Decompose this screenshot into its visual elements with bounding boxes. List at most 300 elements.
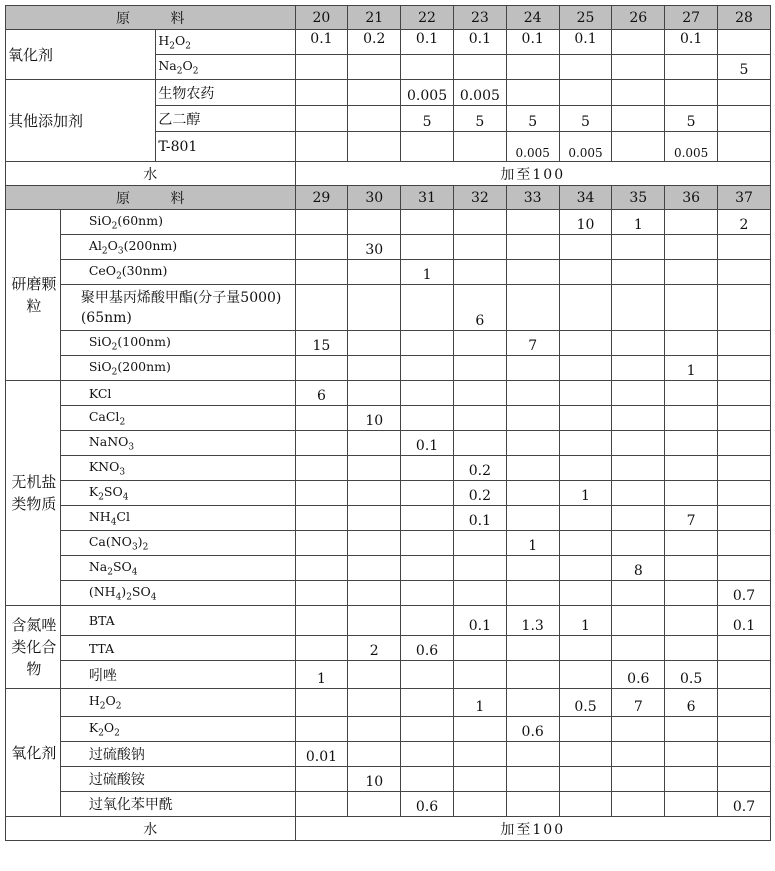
formula-subscript: 2 (169, 41, 175, 52)
value-cell (718, 106, 771, 132)
formula-part: ) (137, 533, 143, 549)
value-cell (348, 381, 401, 406)
value-cell (295, 481, 348, 506)
value-cell: 1 (559, 481, 612, 506)
value-cell: 10 (348, 767, 401, 792)
value-cell: 2 (348, 636, 401, 661)
value-cell (665, 331, 718, 356)
value-cell: 2 (718, 210, 771, 235)
formula-part: ) (121, 583, 127, 599)
value-cell: 0.1 (718, 606, 771, 636)
value-cell (348, 481, 401, 506)
value-cell: 0.6 (506, 717, 559, 742)
formula-part: O (103, 719, 115, 735)
value-cell: 6 (665, 689, 718, 717)
value-cell (348, 55, 401, 80)
table-row (6, 381, 771, 406)
formula-part: K (88, 719, 99, 735)
value-cell (559, 531, 612, 556)
formula-part: H (158, 32, 170, 48)
formula-subscript: 3 (128, 442, 135, 453)
header-label: 原 料 (6, 186, 296, 210)
table-row (6, 506, 771, 531)
value-cell: 1 (506, 531, 559, 556)
formula-subscript: 2 (114, 728, 120, 739)
value-cell (295, 210, 348, 235)
value-cell (348, 285, 401, 331)
value-cell (612, 456, 665, 481)
value-cell (665, 80, 718, 106)
value-cell (718, 661, 771, 689)
value-cell (295, 55, 348, 80)
value-cell (295, 767, 348, 792)
fill-label: 加至100 (295, 162, 770, 186)
formula-part: O (174, 32, 186, 48)
example-number: 37 (718, 186, 771, 210)
water-row (6, 817, 771, 841)
example-number: 36 (665, 186, 718, 210)
value-cell (348, 106, 401, 132)
value-cell (295, 260, 348, 285)
value-cell (453, 210, 506, 235)
value-cell: 0.1 (453, 606, 506, 636)
value-cell (348, 210, 401, 235)
material-text: 生物农药 (158, 85, 215, 102)
value-cell (453, 792, 506, 817)
value-cell: 1 (453, 689, 506, 717)
table-row (6, 456, 771, 481)
example-number: 20 (295, 6, 348, 30)
formula-subscript: 2 (126, 592, 132, 603)
value-cell: 15 (295, 331, 348, 356)
value-cell (612, 531, 665, 556)
value-cell (665, 606, 718, 636)
value-cell: 1 (295, 661, 348, 689)
value-cell (559, 285, 612, 331)
value-cell (295, 717, 348, 742)
table-row (6, 331, 771, 356)
table-row (6, 30, 771, 55)
value-cell (295, 506, 348, 531)
value-cell: 0.005 (401, 80, 454, 106)
value-cell (612, 260, 665, 285)
formula-subscript: 2 (192, 66, 199, 77)
value-cell (665, 260, 718, 285)
value-cell (612, 742, 665, 767)
value-cell (612, 767, 665, 792)
formula-part: SiO (88, 333, 112, 349)
value-cell (453, 531, 506, 556)
value-cell: 0.1 (401, 431, 454, 456)
formula-part: K (88, 483, 99, 499)
example-number: 21 (348, 6, 401, 30)
material-text: 吲唑 (88, 667, 117, 684)
value-cell (348, 689, 401, 717)
value-cell (612, 80, 665, 106)
value-cell (453, 235, 506, 260)
value-cell: 7 (506, 331, 559, 356)
material-name (60, 456, 295, 481)
value-cell: 5 (665, 106, 718, 132)
material-name (60, 689, 295, 717)
value-cell: 6 (453, 285, 506, 331)
value-cell: 7 (612, 689, 665, 717)
formula-part: Na (158, 57, 177, 73)
value-cell: 8 (612, 556, 665, 581)
value-cell: 1 (665, 356, 718, 381)
value-cell (453, 636, 506, 661)
value-cell (348, 331, 401, 356)
table-row (6, 689, 771, 717)
water-label: 水 (6, 162, 296, 186)
example-number: 33 (506, 186, 559, 210)
value-cell: 1 (401, 260, 454, 285)
value-cell (612, 636, 665, 661)
value-cell (401, 132, 454, 162)
value-cell (612, 506, 665, 531)
formula-subscript: 2 (107, 567, 113, 578)
value-cell (295, 235, 348, 260)
example-number: 29 (295, 186, 348, 210)
value-cell: 0.6 (401, 792, 454, 817)
value-cell (453, 381, 506, 406)
formula-subscript: 2 (115, 701, 122, 712)
value-cell (718, 767, 771, 792)
value-cell: 30 (348, 235, 401, 260)
value-cell (718, 431, 771, 456)
value-cell (295, 356, 348, 381)
value-cell: 0.2 (348, 30, 401, 55)
value-cell (401, 689, 454, 717)
formula-part: Al (88, 237, 102, 253)
formula-part: (100nm) (117, 333, 171, 349)
value-cell (506, 210, 559, 235)
value-cell (665, 742, 718, 767)
value-cell (401, 767, 454, 792)
value-cell (348, 742, 401, 767)
value-cell (559, 636, 612, 661)
value-cell (506, 792, 559, 817)
value-cell (453, 331, 506, 356)
formula-subscript: 4 (115, 592, 122, 603)
example-number: 22 (401, 6, 454, 30)
table-row (6, 767, 771, 792)
value-cell (506, 235, 559, 260)
value-cell: 7 (665, 506, 718, 531)
value-cell (348, 531, 401, 556)
formula-part: SiO (88, 358, 112, 374)
value-cell (348, 506, 401, 531)
value-cell: 1 (559, 606, 612, 636)
value-cell (612, 717, 665, 742)
table-row (6, 481, 771, 506)
value-cell (295, 285, 348, 331)
formula-part: KNO (88, 458, 120, 474)
value-cell (559, 260, 612, 285)
value-cell (612, 406, 665, 431)
table-row (6, 606, 771, 636)
value-cell (612, 132, 665, 162)
table-row (6, 356, 771, 381)
value-cell (559, 406, 612, 431)
value-cell: 5 (401, 106, 454, 132)
formula-part: SO (112, 558, 132, 574)
value-cell (612, 381, 665, 406)
material-text: BTA (88, 613, 115, 628)
value-cell (665, 556, 718, 581)
material-name (156, 106, 295, 132)
material-name (60, 531, 295, 556)
value-cell (453, 581, 506, 606)
example-number: 30 (348, 186, 401, 210)
table-row (6, 717, 771, 742)
value-cell (401, 381, 454, 406)
value-cell (348, 661, 401, 689)
material-name (156, 132, 295, 162)
value-cell (295, 80, 348, 106)
value-cell (506, 581, 559, 606)
value-cell (506, 661, 559, 689)
material-name (60, 431, 295, 456)
example-number: 28 (718, 6, 771, 30)
example-number: 32 (453, 186, 506, 210)
value-cell (718, 132, 771, 162)
value-cell (718, 531, 771, 556)
value-cell: 10 (348, 406, 401, 431)
value-cell (559, 356, 612, 381)
value-cell (453, 742, 506, 767)
value-cell (665, 581, 718, 606)
formula-subscript: 2 (119, 417, 126, 428)
value-cell (401, 481, 454, 506)
value-cell: 0.2 (453, 456, 506, 481)
value-cell (453, 717, 506, 742)
table-row (6, 636, 771, 661)
value-cell (559, 742, 612, 767)
value-cell (401, 556, 454, 581)
value-cell: 5 (718, 55, 771, 80)
value-cell (348, 717, 401, 742)
table-row (6, 285, 771, 331)
material-text: 乙二醇 (158, 111, 201, 128)
value-cell: 0.2 (453, 481, 506, 506)
value-cell (559, 80, 612, 106)
value-cell: 0.5 (665, 661, 718, 689)
value-cell (718, 742, 771, 767)
material-name (60, 356, 295, 381)
material-text: 过氧化苯甲酰 (88, 797, 173, 813)
value-cell (506, 431, 559, 456)
value-cell (295, 431, 348, 456)
formula-part: Cl (116, 508, 130, 524)
value-cell (559, 767, 612, 792)
value-cell (401, 661, 454, 689)
value-cell (718, 717, 771, 742)
formula-part: NH (88, 508, 111, 524)
value-cell (718, 235, 771, 260)
example-number: 34 (559, 186, 612, 210)
value-cell (612, 431, 665, 456)
formula-subscript: 2 (142, 542, 149, 553)
value-cell (295, 556, 348, 581)
value-cell (506, 356, 559, 381)
formula-part: O (107, 237, 118, 253)
value-cell: 0.005 (453, 80, 506, 106)
value-cell: 5 (559, 106, 612, 132)
value-cell (665, 406, 718, 431)
value-cell (612, 285, 665, 331)
formula-part: (NH (88, 583, 116, 599)
value-cell: 0.6 (401, 636, 454, 661)
header-label: 原 料 (6, 6, 296, 30)
formula-subscript: 2 (116, 271, 122, 282)
value-cell (295, 106, 348, 132)
material-name (60, 331, 295, 356)
material-name (60, 556, 295, 581)
value-cell (665, 285, 718, 331)
example-number: 31 (401, 186, 454, 210)
formula-subscript: 2 (111, 221, 118, 232)
example-number: 35 (612, 186, 665, 210)
material-name (60, 210, 295, 235)
formula-subscript: 3 (119, 467, 126, 478)
value-cell (506, 406, 559, 431)
value-cell (559, 235, 612, 260)
value-cell (295, 581, 348, 606)
material-name (60, 636, 295, 661)
formula-subscript: 4 (122, 492, 129, 503)
value-cell (295, 531, 348, 556)
value-cell (295, 792, 348, 817)
value-cell (453, 431, 506, 456)
value-cell (401, 581, 454, 606)
value-cell (453, 132, 506, 162)
value-cell: 10 (559, 210, 612, 235)
table-row (6, 210, 771, 235)
formula-subscript: 4 (110, 517, 117, 528)
material-name (60, 581, 295, 606)
value-cell: 0.1 (665, 30, 718, 55)
value-cell (348, 606, 401, 636)
value-cell (401, 506, 454, 531)
table-row (6, 431, 771, 456)
value-cell: 0.005 (559, 132, 612, 162)
material-name (60, 767, 295, 792)
example-number: 26 (612, 6, 665, 30)
value-cell (559, 661, 612, 689)
formula-part: O (182, 57, 193, 73)
formula-subscript: 2 (185, 41, 191, 52)
value-cell (665, 767, 718, 792)
value-cell: 0.1 (559, 30, 612, 55)
header-row (6, 186, 771, 210)
material-text: 过硫酸铵 (88, 772, 145, 788)
value-cell (718, 689, 771, 717)
value-cell (401, 210, 454, 235)
value-cell (453, 406, 506, 431)
formula-subscript: 2 (111, 367, 118, 378)
value-cell (401, 235, 454, 260)
value-cell (506, 456, 559, 481)
value-cell (506, 260, 559, 285)
category-inorganic: 无机盐类物质 (6, 381, 61, 606)
formula-subscript: 2 (99, 701, 106, 712)
fill-label: 加至100 (295, 817, 770, 841)
value-cell (718, 30, 771, 55)
value-cell: 0.5 (559, 689, 612, 717)
value-cell (718, 381, 771, 406)
value-cell (506, 55, 559, 80)
value-cell (348, 556, 401, 581)
value-cell (295, 689, 348, 717)
value-cell (718, 356, 771, 381)
material-text: TTA (88, 640, 115, 656)
value-cell (506, 556, 559, 581)
material-name (60, 792, 295, 817)
material-text: 聚甲基丙烯酸甲酯(分子量5000)(65nm) (80, 289, 282, 326)
material-name (60, 381, 295, 406)
category-additives: 其他添加剂 (6, 80, 156, 162)
value-cell (401, 456, 454, 481)
value-cell (506, 381, 559, 406)
value-cell (348, 456, 401, 481)
formula-part: NaNO (88, 433, 129, 449)
material-name (156, 80, 295, 106)
value-cell (559, 556, 612, 581)
material-name (60, 742, 295, 767)
table-row (6, 80, 771, 106)
water-label: 水 (6, 817, 296, 841)
formula-subscript: 2 (176, 66, 183, 77)
formula-part: (60nm) (117, 212, 163, 228)
material-name (156, 30, 295, 55)
value-cell (718, 481, 771, 506)
material-text: 过硫酸钠 (88, 747, 145, 763)
value-cell (718, 556, 771, 581)
value-cell (718, 331, 771, 356)
value-cell (401, 717, 454, 742)
value-cell (665, 531, 718, 556)
value-cell (612, 106, 665, 132)
value-cell (665, 456, 718, 481)
formula-subscript: 2 (98, 492, 104, 503)
value-cell (612, 792, 665, 817)
value-cell (665, 210, 718, 235)
example-number: 24 (506, 6, 559, 30)
value-cell (401, 606, 454, 636)
value-cell (612, 331, 665, 356)
category-oxidant-b: 氧化剂 (6, 689, 61, 817)
material-name (60, 506, 295, 531)
table-row (6, 531, 771, 556)
material-name (60, 406, 295, 431)
formula-part: (200nm) (123, 237, 178, 253)
material-text: T-801 (158, 138, 198, 155)
value-cell: 5 (453, 106, 506, 132)
value-cell (348, 80, 401, 106)
value-cell: 1.3 (506, 606, 559, 636)
formula-part: Na (88, 558, 108, 574)
formula-subscript: 4 (131, 567, 138, 578)
value-cell (348, 260, 401, 285)
value-cell (295, 406, 348, 431)
material-name (60, 285, 295, 331)
category-oxidant: 氧化剂 (6, 30, 156, 80)
value-cell (665, 235, 718, 260)
value-cell (453, 556, 506, 581)
category-azole: 含氮唑类化合物 (6, 606, 61, 689)
value-cell (348, 356, 401, 381)
